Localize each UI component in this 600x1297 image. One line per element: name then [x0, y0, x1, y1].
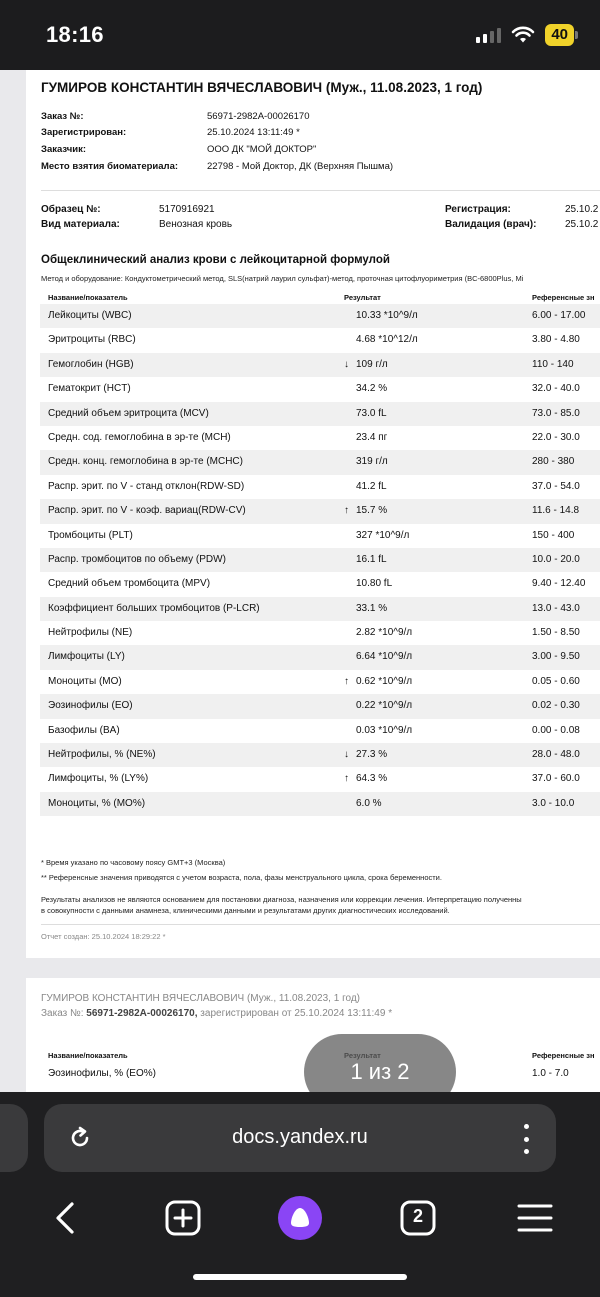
table-row — [40, 572, 600, 596]
document-viewer[interactable] — [0, 70, 600, 1092]
test-result: 34.2 % — [356, 383, 388, 395]
test-name: Эритроциты (RBC) — [48, 334, 136, 346]
table-row — [40, 475, 600, 499]
flag-arrow-icon: ↓ — [344, 358, 349, 370]
table-row — [40, 719, 600, 743]
table-row — [40, 377, 600, 401]
flag-arrow-icon: ↑ — [344, 773, 349, 785]
test-reference: 0.05 - 0.60 — [532, 675, 580, 687]
test-name: Эозинофилы (EO) — [48, 700, 133, 712]
test-result: 6.0 % — [356, 797, 382, 809]
test-reference: 22.0 - 30.0 — [532, 431, 580, 443]
test-name: Базофилы (BA) — [48, 724, 120, 736]
test-name: Моноциты, % (MO%) — [48, 797, 146, 809]
test-result: 23.4 пг — [356, 431, 388, 443]
test-result: 4.68 *10^12/л — [356, 334, 418, 346]
table-row — [40, 645, 600, 669]
test-reference: 37.0 - 60.0 — [532, 773, 580, 785]
test-name: Моноциты (MO) — [48, 675, 122, 687]
test-reference: 1.50 - 8.50 — [532, 627, 580, 639]
test-reference: 28.0 - 48.0 — [532, 749, 580, 761]
test-result: ↓ 109 г/л — [344, 358, 388, 370]
flag-arrow-icon: ↑ — [344, 675, 349, 687]
test-name: Коэффициент больших тромбоцитов (P-LCR) — [48, 602, 260, 614]
test-result: ↓ 27.3 % — [344, 749, 388, 761]
test-reference: 3.00 - 9.50 — [532, 651, 580, 663]
table-row — [40, 450, 600, 474]
test-result: 0.03 *10^9/л — [356, 724, 413, 736]
test-name: Тромбоциты (PLT) — [48, 529, 133, 541]
table-row — [40, 328, 600, 352]
cellular-signal-icon — [476, 27, 501, 43]
table-row: Эозинофилы, % (EO%) 1.0 - 7.0 — [48, 1068, 569, 1079]
test-reference: 11.6 - 14.8 — [532, 505, 580, 517]
test-reference: 37.0 - 54.0 — [532, 480, 580, 492]
test-reference: 13.0 - 43.0 — [532, 602, 580, 614]
table-header: Название/показатель Результат Референсные зн — [48, 293, 595, 302]
test-result: ↑ 0.62 *10^9/л — [344, 675, 413, 687]
test-name: Средн. сод. гемоглобина в эр-те (MCH) — [48, 431, 231, 443]
url-text[interactable]: docs.yandex.ru — [232, 1126, 368, 1148]
new-tab-button[interactable] — [161, 1196, 205, 1240]
test-name: Средний объем эритроцита (MCV) — [48, 407, 209, 419]
test-reference: 10.0 - 20.0 — [532, 553, 580, 565]
test-reference: 110 - 140 — [532, 358, 574, 370]
test-reference: 9.40 - 12.40 — [532, 578, 586, 590]
test-result: 10.33 *10^9/л — [356, 310, 418, 321]
disclaimer-line-1: Результаты анализов не являются основанием для постановки диагноза, назначения или коррекции лечения. Интерпретацию полученны — [41, 895, 522, 904]
alice-icon — [278, 1196, 322, 1240]
test-reference: 32.0 - 40.0 — [532, 383, 580, 395]
test-reference: 73.0 - 85.0 — [532, 407, 580, 419]
home-indicator[interactable] — [193, 1274, 407, 1280]
divider — [41, 924, 600, 925]
test-result: 2.82 *10^9/л — [356, 627, 413, 639]
disclaimer-line-2: в совокупности с данными анамнеза, клиническими данными и результатами других диагностических исследований. — [41, 906, 450, 915]
report-created: Отчет создан: 25.10.2024 18:29:22 * — [41, 932, 166, 941]
status-icons — [476, 24, 574, 46]
page-indicator: 1 из 2 — [304, 1034, 456, 1092]
test-result: 0.22 *10^9/л — [356, 700, 413, 712]
test-name: Распр. эрит. по V - коэф. вариац(RDW-CV) — [48, 505, 246, 517]
test-name: Лейкоциты (WBC) — [48, 310, 132, 321]
test-reference: 0.02 - 0.30 — [532, 700, 580, 712]
test-result: 33.1 % — [356, 602, 388, 614]
page2-order-line: Заказ №: 56971-2982A-00026170, зарегистрирован от 25.10.2024 13:11:49 * — [41, 1008, 393, 1019]
table-row — [40, 670, 600, 694]
status-time: 18:16 — [46, 22, 104, 47]
table-row — [40, 767, 600, 791]
test-result: 73.0 fL — [356, 407, 387, 419]
plus-square-icon — [165, 1200, 201, 1236]
table-row — [40, 304, 600, 328]
report-page-1: ГУМИРОВ КОНСТАНТИН ВЯЧЕСЛАВОВИЧ (Муж., 11.08.2023, 1 год) Заказ №: 56971-2982A-00026170 Зарегистрирован: 25.10.2024 13:11:49 * Заказчик: ООО ДК "МОЙ ДОКТОР" Место взятия биоматериала: 22798 - Мой Доктор, ДК (Верхняя Пышма) Образец №: 5170916921 Вид материала: Венозная кровь Регистрация: 25.10.2 Валидация (врач): 25.10.2 Общеклинический анализ крови с лейкоцитарной формулой Метод и оборудование: Кондуктометрический метод, SLS(натрий лаурил сульфат)-метод, проточная цитофлуориметрия (BC-6800Plus, Mi Название/показатель Результат Референсные зн Лейкоциты (WBC) 10.33 *10^9/л 6.00 - 17.00 Эритроциты (RBC) 4.68 *10^12/л 3.80 - 4.80 Гемоглобин (HGB) ↓ 109 г/л 110 - 140 Гематокрит (HCT) 34.2 % 32.0 - 40.0 Средний объем эритроцита (MCV) 73.0 fL 73.0 - 85.0 Средн. сод. гемоглобина в эр-те (MCH) 23.4 пг 22.0 - 30.0 Средн. конц. гемоглобина в эр-те (MCHC) 319 г/л 280 - 380 Распр. эрит. по V - станд отклон(RDW-SD) 41.2 fL 37.0 - 54.0 Распр. эрит. по V - коэф. вариац(RDW-CV) ↑ 15.7 % 11.6 - 14.8 Тромбоциты (PLT) 327 *10^9/л 150 - 400 Распр. тромбоцитов по объему (PDW) 16.1 fL 10.0 - 20.0 Средний объем тромбоцита (MPV) 10.80 fL 9.40 - 12.40 Коэффициент больших тромбоцитов (P-LCR) 33.1 % 13.0 - 43.0 Нейтрофилы (NE) 2.82 *10^9/л 1.50 - 8.50 Лимфоциты (LY) 6.64 *10^9/л 3.00 - 9.50 Моноциты (MO) ↑ 0.62 *10^9/л 0.05 - 0.60 Эозинофилы (EO) 0.22 *10^9/л 0.02 - 0.30 Базофилы (BA) 0.03 *10^9/л 0.00 - 0.08 Нейтрофилы, % (NE%) ↓ 27.3 % 28.0 - 48.0 Лимфоциты, % (LY%) ↑ 64.3 % 37.0 - 60.0 Моноциты, % (MO%) 6.0 % 3.0 - 10.0 * Время указано по часовому поясу GMT+3 (Москва) ** Референсные значения приводятся с учетом возраста, пола, фазы менструального цикла, срока беременности. Результаты анализов не являются основанием для постановки диагноза, назначения или коррекции лечения. Интерпретацию полученны в совокупности с данными анамнеза, клиническими данными и результатами других диагностических исследований. Отчет создан: 25.10.2024 18:29:22 * — [26, 70, 600, 958]
table-body — [40, 304, 600, 816]
test-reference: 280 - 380 — [532, 456, 575, 468]
table-row — [40, 597, 600, 621]
table-row — [40, 426, 600, 450]
address-bar[interactable] — [44, 1104, 556, 1172]
test-result: 10.80 fL — [356, 578, 393, 590]
patient-title: ГУМИРОВ КОНСТАНТИН ВЯЧЕСЛАВОВИЧ (Муж., 11.08.2023, 1 год) — [41, 80, 483, 95]
page2-patient-title: ГУМИРОВ КОНСТАНТИН ВЯЧЕСЛАВОВИЧ (Муж., 11.08.2023, 1 год) — [41, 993, 361, 1004]
menu-button[interactable] — [513, 1196, 557, 1240]
test-name: Средний объем тромбоцита (MPV) — [48, 578, 211, 590]
test-reference: 0.00 - 0.08 — [532, 724, 580, 736]
table-row — [40, 524, 600, 548]
test-name: Гематокрит (HCT) — [48, 383, 131, 395]
battery-indicator: 40 — [545, 24, 574, 46]
sample-dates: Регистрация: 25.10.2 Валидация (врач): 25.10.2 — [445, 204, 599, 230]
browser-toolbar — [0, 1092, 600, 1297]
tabs-button[interactable] — [396, 1196, 440, 1240]
chevron-left-icon — [53, 1201, 79, 1235]
test-name: Нейтрофилы (NE) — [48, 627, 133, 639]
test-result: ↑ 64.3 % — [344, 773, 388, 785]
results-table — [40, 290, 600, 816]
table-row — [40, 499, 600, 523]
flag-arrow-icon: ↓ — [344, 749, 349, 761]
divider — [41, 190, 600, 191]
table-row — [40, 621, 600, 645]
test-reference: 150 - 400 — [532, 529, 575, 541]
test-name: Средн. конц. гемоглобина в эр-те (MCHC) — [48, 456, 243, 468]
test-result: 16.1 fL — [356, 553, 387, 565]
test-name: Гемоглобин (HGB) — [48, 358, 134, 370]
test-result: 327 *10^9/л — [356, 529, 410, 541]
table-row — [40, 353, 600, 377]
table-row — [40, 743, 600, 767]
previous-tab-card[interactable] — [0, 1104, 28, 1172]
timezone-note: * Время указано по часовому поясу GMT+3 (Москва) — [41, 858, 226, 867]
test-name: Лимфоциты, % (LY%) — [48, 773, 149, 785]
table-row — [40, 402, 600, 426]
wifi-icon — [511, 26, 535, 44]
test-result: 6.64 *10^9/л — [356, 651, 413, 663]
test-name: Распр. тромбоцитов по объему (PDW) — [48, 553, 226, 565]
test-result: ↑ 15.7 % — [344, 505, 388, 517]
method-description: Метод и оборудование: Кондуктометрический метод, SLS(натрий лаурил сульфат)-метод, проточная цитофлуориметрия (BC-6800Plus, Mi — [41, 274, 524, 283]
test-reference: 3.0 - 10.0 — [532, 797, 575, 809]
more-menu-icon[interactable] — [524, 1124, 530, 1154]
tabs-count: 2 — [412, 1206, 423, 1226]
page2-table-header: Название/показатель Референсные зн — [48, 1051, 595, 1060]
test-name: Нейтрофилы, % (NE%) — [48, 749, 156, 761]
test-result: 41.2 fL — [356, 480, 387, 492]
test-reference: 3.80 - 4.80 — [532, 334, 580, 346]
reference-note: ** Референсные значения приводятся с учетом возраста, пола, фазы менструального цикла, срока беременности. — [41, 873, 442, 882]
table-row — [40, 694, 600, 718]
test-reference: 6.00 - 17.00 — [532, 310, 586, 321]
sample-info: Образец №: 5170916921 Вид материала: Венозная кровь — [41, 204, 233, 230]
test-name: Лимфоциты (LY) — [48, 651, 125, 663]
section-title: Общеклинический анализ крови с лейкоцитарной формулой — [41, 254, 390, 266]
hamburger-menu-icon — [517, 1203, 553, 1233]
status-bar — [0, 0, 600, 70]
table-row — [40, 548, 600, 572]
back-button[interactable] — [44, 1196, 88, 1240]
table-row — [40, 792, 600, 816]
test-name: Распр. эрит. по V - станд отклон(RDW-SD) — [48, 480, 245, 492]
test-result: 319 г/л — [356, 456, 388, 468]
flag-arrow-icon: ↑ — [344, 505, 349, 517]
alice-assistant-button[interactable] — [278, 1196, 322, 1240]
